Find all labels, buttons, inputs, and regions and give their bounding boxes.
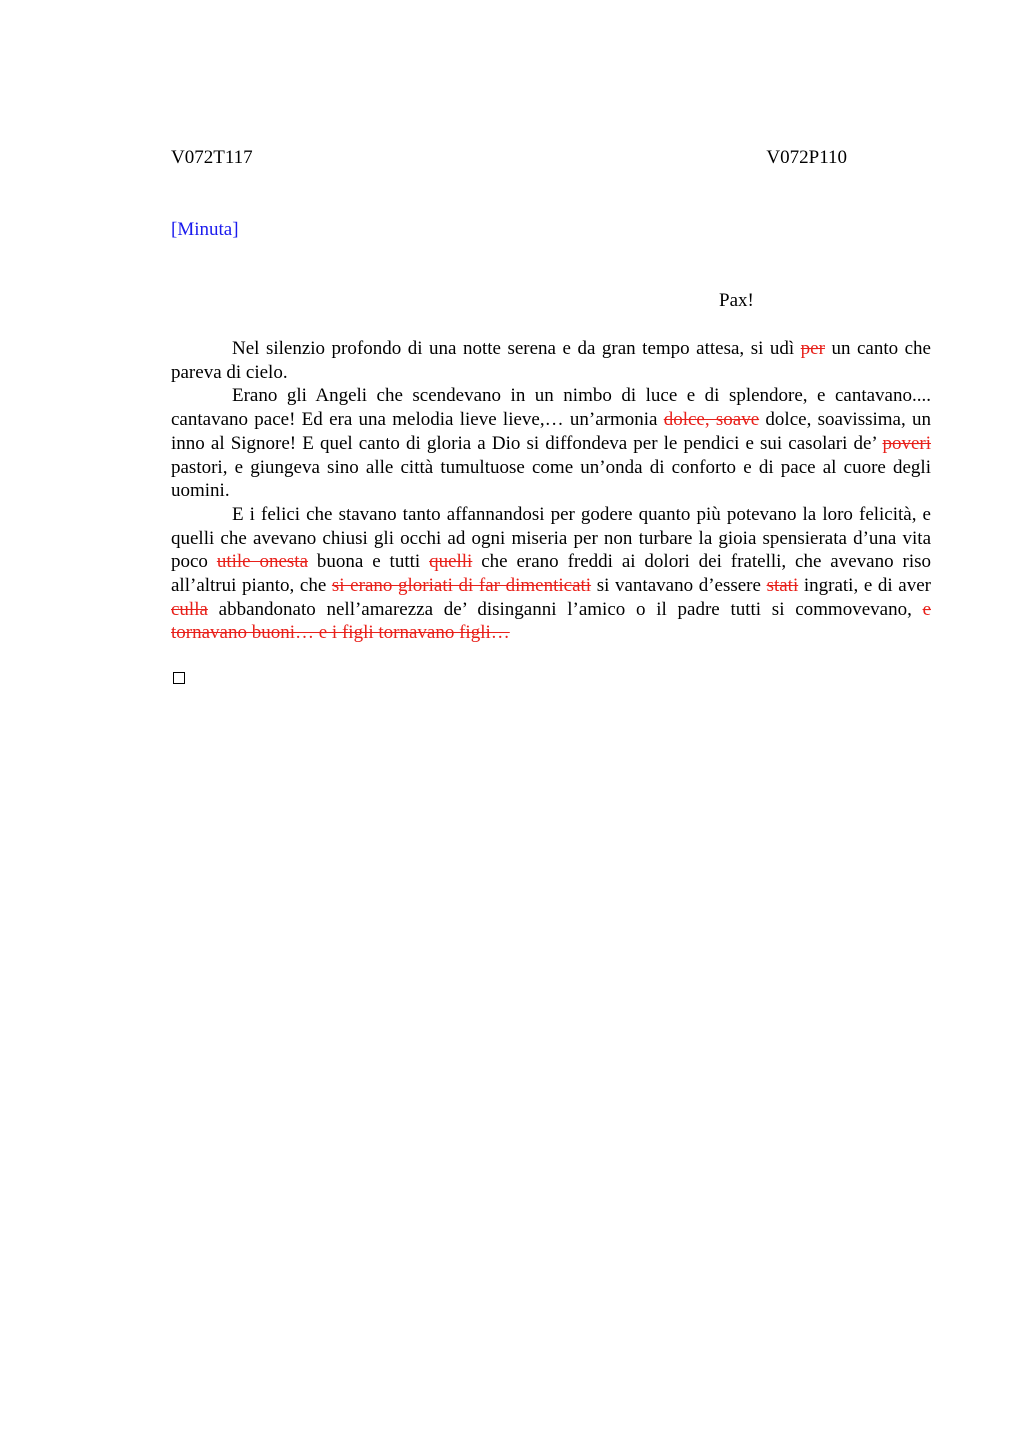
document-code-left: V072T117 [171,147,253,168]
letter-body [171,337,931,645]
deleted-text: stati [766,575,799,597]
paragraph-text: abbandonato nell’amarezza de’ disinganni l’amico o il padre tutti si commovevano, [207,598,923,620]
paragraph-text: pastori, e giungeva sino alle città tumultuose come un’onda di conforto e di pace al cuore degli uomini. [171,456,931,502]
empty-checkbox-icon [173,672,185,684]
paragraph-text: un canto che pareva di cielo. [171,338,931,383]
deleted-text: culla [171,598,208,620]
paragraph-text: si vantavano d’essere [591,575,767,597]
paragraph [171,384,931,503]
paragraph-text: dolce, soavissima, un inno al Signore! E quel canto di gloria a Dio si diffondeva per le pendici e sui casolari de’ [171,409,932,454]
paragraph [171,337,931,384]
paragraph-text: ingrati, e di aver [798,575,931,597]
deleted-text: quelli [429,551,473,573]
document-code-right: V072P110 [766,147,847,168]
paragraph-text: Nel silenzio profondo di una notte serena e da gran tempo attesa, si udì [232,338,801,359]
deleted-text: utile onesta [216,551,309,573]
deleted-text: poveri [882,432,931,454]
paragraph-text: buona e tutti [308,551,430,573]
paragraph-text: Erano gli Angeli che scendevano in un nimbo di luce e di splendore, e cantavano.... cantavano pace! Ed era una melodia lieve lieve,… un’armonia [171,385,931,431]
salutation: Pax! [719,290,754,311]
paragraph-text: E i felici che stavano tanto affannandosi per godere quanto più potevano la loro felicità, e quelli che avevano chiusi gli occhi ad ogni miseria per non turbare la gioia spensierata d’una vita poco [171,503,931,573]
draft-label: [Minuta] [171,219,239,240]
deleted-text: dolce, soave [663,409,760,431]
deleted-text: e tornavano buoni… e i figli tornavano figli… [171,598,931,644]
paragraph-text: che erano freddi ai dolori dei fratelli, che avevano riso all’altrui pianto, che [171,551,931,597]
deleted-text: per [800,338,825,359]
deleted-text: si erano gloriati di far dimenticati [331,575,592,597]
paragraph [171,503,931,645]
